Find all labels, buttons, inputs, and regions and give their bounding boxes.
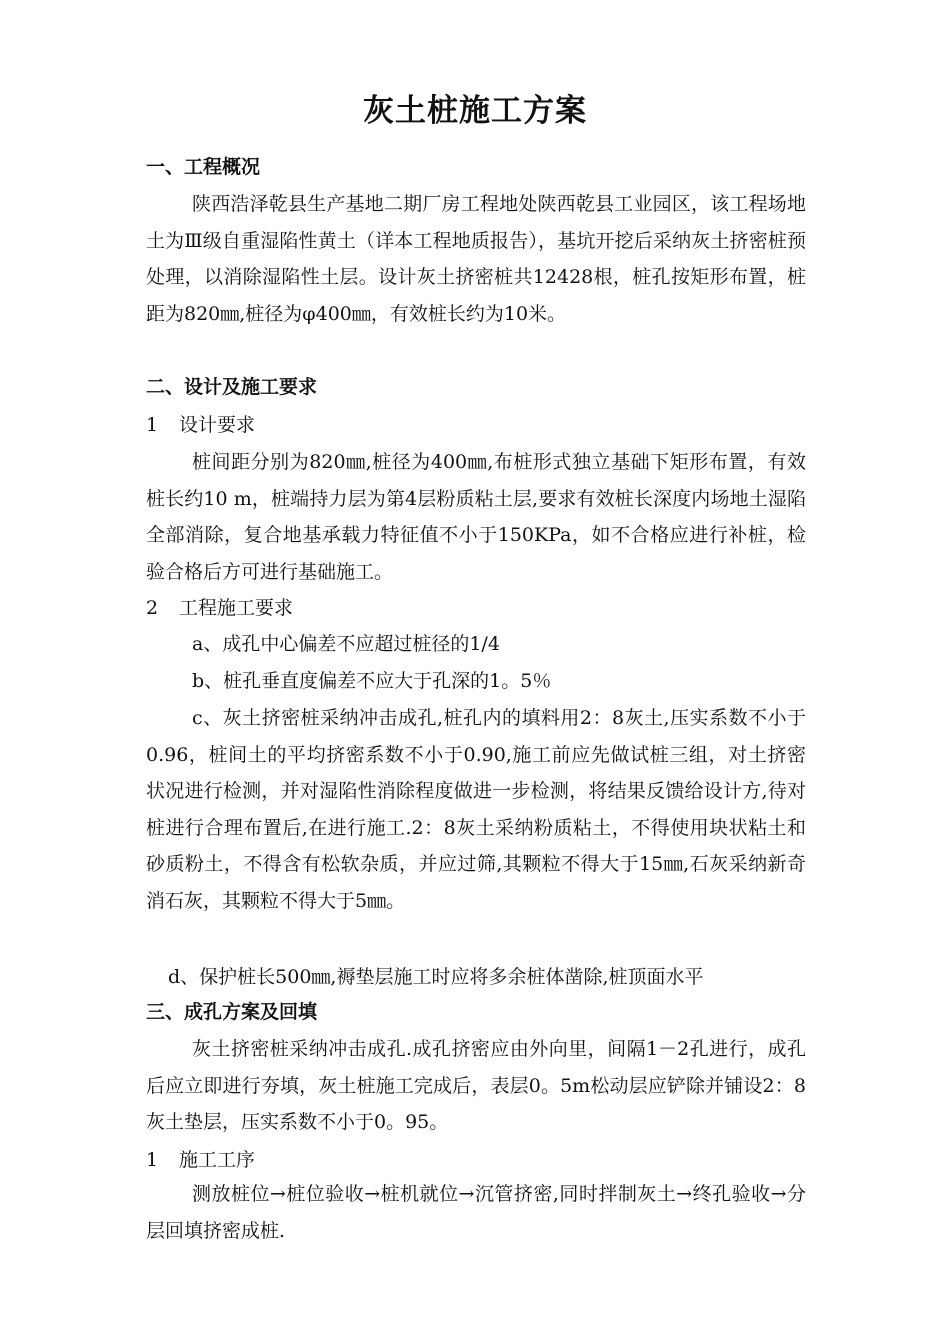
paragraph-drilling: 灰土挤密桩采纳冲击成孔.成孔挤密应由外向里，间隔1－2孔进行，成孔后应立即进行夯填，灰土桩施工完成后，表层0。5m松动层应铲除并铺设2：8灰土垫层，压实系数不小于0。95。 [146, 1038, 806, 1133]
subheading-procedure [146, 1145, 255, 1175]
section-heading-requirements: 二、设计及施工要求 [146, 376, 318, 398]
list-item-c: c、灰土挤密桩采纳冲击成孔,桩孔内的填料用2：8灰土,压实系数不小于0.96，桩间土的平均挤密系数不小于0.90,施工前应先做试桩三组，对土挤密状况进行检测，并对湿陷性消除程度做进一步检测，将结果反馈给设计方,待对桩进行合理布置后,在进行施工.2：8灰土采纳粉质粘土，不得使用块状粘土和砂质粉土，不得含有松软杂质，并应过筛,其颗粒不得大于15㎜,石灰采纳新奇消石灰，其颗粒不得大于5㎜。 [146, 707, 806, 912]
paragraph-design: 桩间距分别为820㎜,桩径为400㎜,布桩形式独立基础下矩形布置，有效桩长约10 m，桩端持力层为第4层粉质粘土层,要求有效桩长深度内场地土湿陷全部消除，复合地基承载力特征值不小于150KPa，如不合格应进行补桩，检验合格后方可进行基础施工。 [146, 451, 806, 583]
subheading-number: 1 [146, 1149, 159, 1171]
subheading-number: 2 [146, 597, 159, 619]
list-item-d: d、保护桩长500㎜,褥垫层施工时应将多余桩体凿除,桩顶面水平 [168, 966, 704, 988]
subheading-number: 1 [146, 414, 159, 436]
subheading-label: 施工工序 [179, 1149, 256, 1171]
section-heading-overview: 一、工程概况 [146, 156, 261, 178]
subheading-design [146, 410, 255, 440]
list-item-a: a、成孔中心偏差不应超过桩径的1/4 [192, 633, 500, 655]
section-heading-drilling: 三、成孔方案及回填 [146, 1001, 318, 1023]
subheading-construction [146, 593, 293, 623]
paragraph-procedure: 测放桩位→桩位验收→桩机就位→沉管挤密,同时拌制灰土→终孔验收→分层回填挤密成桩. [146, 1183, 806, 1242]
document-title: 灰土桩施工方案 [363, 93, 587, 129]
subheading-label: 设计要求 [179, 414, 256, 436]
list-item-b: b、桩孔垂直度偏差不应大于孔深的1。5％ [192, 670, 552, 692]
paragraph-overview: 陕西浩泽乾县生产基地二期厂房工程地处陕西乾县工业园区，该工程场地土为Ⅲ级自重湿陷性黄土（详本工程地质报告），基坑开挖后采纳灰土挤密桩预处理，以消除湿陷性土层。设计灰土挤密桩共12428根，桩孔按矩形布置，桩距为820㎜,桩径为φ400㎜，有效桩长约为10米。 [146, 193, 806, 325]
subheading-label: 工程施工要求 [179, 597, 294, 619]
